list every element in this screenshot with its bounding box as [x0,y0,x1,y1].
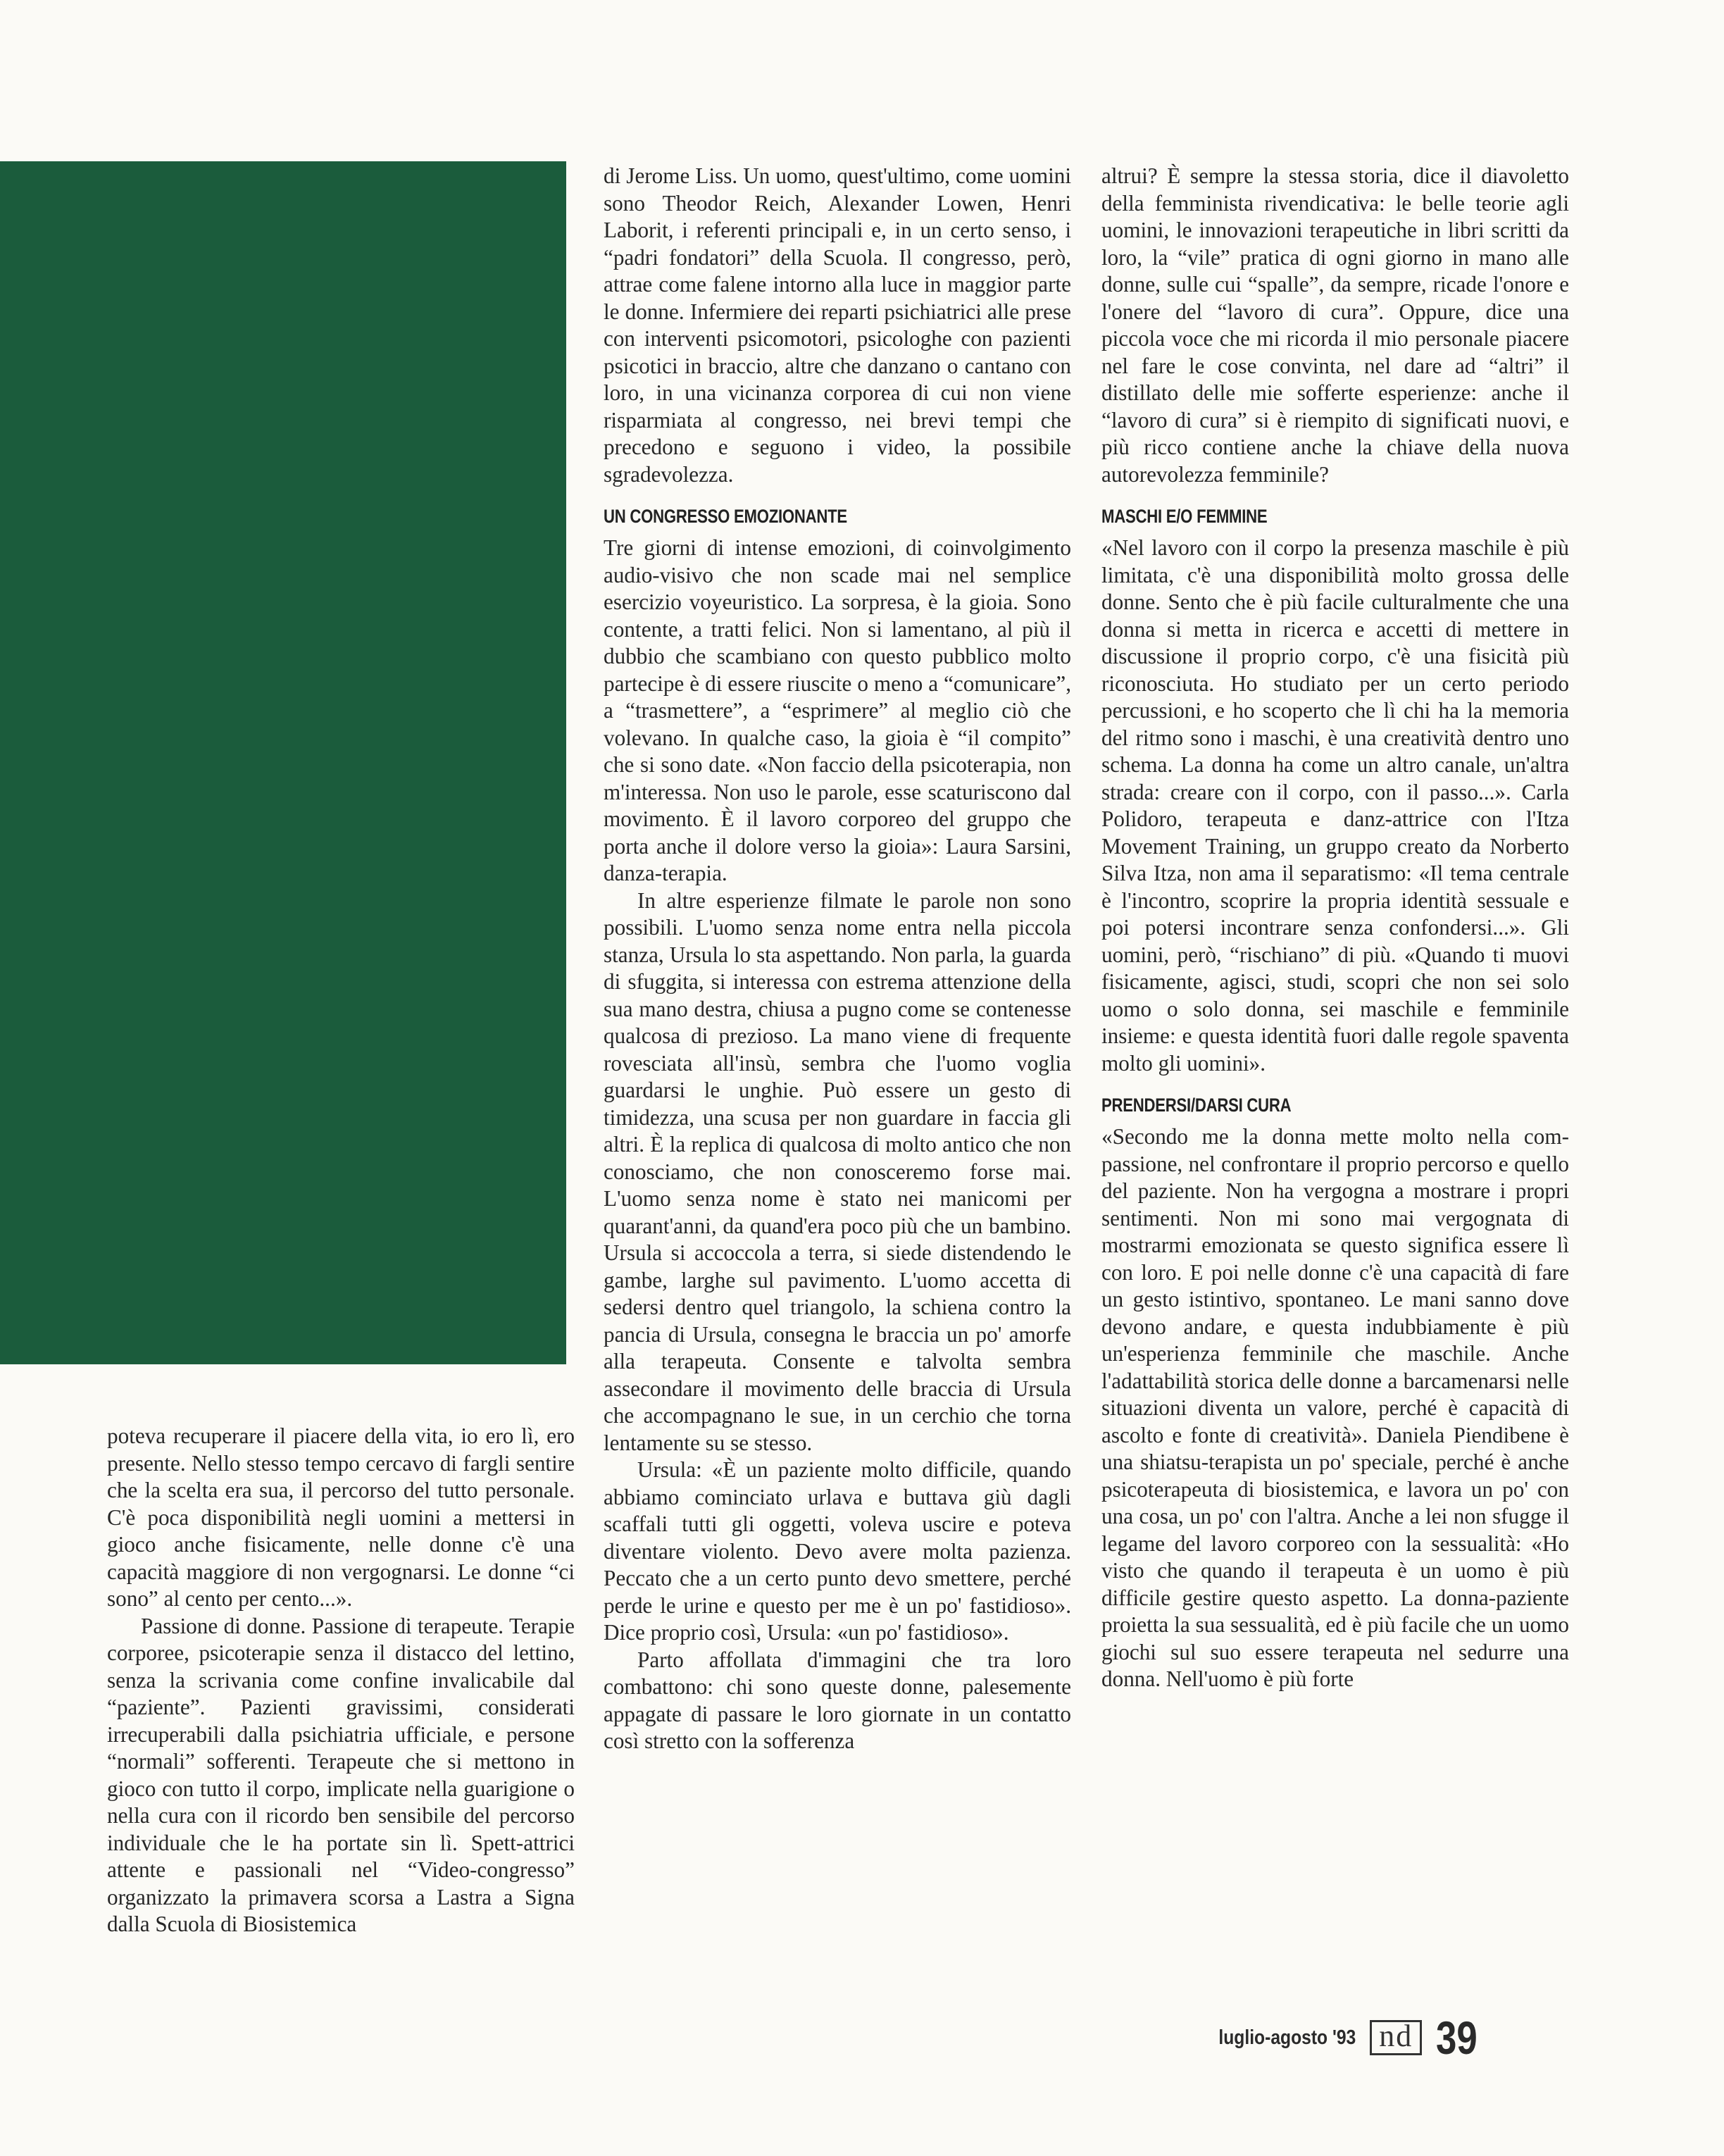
section-heading: MASCHI E/O FEMMINE [1101,506,1268,527]
paragraph: Passione di donne. Passione di terapeute. Terapie corporee, psicoterapie senza il distacco del lettino, senza la scrivania come confine invalicabile dal “paziente”. Pazienti gravissimi, considerati irrecuperabili dalla psichiatria ufficiale, e persone “normali” sofferenti. Terapeute che si mettono in gioco con tutto il corpo, implicate nella guarigione o nella cura con il ricordo ben sensibile del percorso individuale che le ha portate sin lì. Spett-attrici attente e passionali nel “Video-congresso” organizzato la primavera scorsa a Lastra a Signa dalla Scuola di Biosistemica [107,1613,575,1936]
paragraph: «Nel lavoro con il corpo la presenza maschile è più limitata, c'è una disponibilità molto grossa delle donne. Sento che è più facile culturalmente che una donna si metta in ricerca e accetti di mettere in discussione il proprio corpo, c'è una fisicità più riconosciuta. Ho studiato per un certo periodo percussioni, e ho scoperto che lì chi ha la memoria del ritmo sono i maschi, è una creatività dentro uno schema. La donna ha come un altro canale, un'altra strada: creare con il corpo, con il passo...». Carla Polidoro, terapeuta e danz-attrice con l'Itza Movement Training, un gruppo creato da Norberto Silva Itza, non ama il separatismo: «Il tema centrale è l'incontro, scoprire la propria identità sessuale e poi potersi incontrare senza confondersi...». Gli uomini, però, “rischiano” di più. «Quando ti muovi fisicamente, agisci, studi, scopri che non sei solo uomo o solo donna, sei maschile e femminile insieme: e questa identità fuori dalle regole spaventa molto gli uomini». [1101,535,1569,1076]
page-number: 39 [1436,2012,1478,2064]
text-column-2 [604,163,1071,1755]
paragraph: di Jerome Liss. Un uomo, quest'ultimo, come uomini sono Theodor Reich, Alexander Lowen, Henri Laborit, i referenti principali e, in un certo senso, i “padri fondatori” della Scuola. Il congresso, però, attrae come falene intorno alla luce in maggior parte le donne. Infermiere dei reparti psichiatrici alle prese con interventi psicomotori, psicologhe con pazienti psicotici in braccio, altre che danzano o cantano con loro, in una vicinanza corporea di cui non viene risparmiata al congresso, nei brevi tempi che precedono e seguono i video, la possibile sgradevolezza. [604,163,1071,487]
paragraph: poteva recuperare il piacere della vita, io ero lì, ero presente. Nello stesso tempo cercavo di fargli sentire che la scelta era sua, il percorso del tutto personale. C'è poca disponibilità negli uomini a mettersi in gioco anche fisicamente, nelle donne c'è una capacità maggiore di non vergognarsi. Le donne “ci sono” al cento per cento...». [107,1423,575,1611]
green-photo-panel [0,161,566,1364]
section-heading: UN CONGRESSO EMOZIONANTE [604,506,847,527]
text-column-3 [1101,163,1569,1693]
paragraph: «Secondo me la donna mette molto nella com-passione, nel confrontare il proprio percorso e quello del paziente. Non ha vergogna a mostrare i propri sentimenti. Non mi sono mai vergognata di mostrarmi emozionata se questo significa essere lì con loro. E poi nelle donne c'è una capacità di fare un gesto istintivo, spontaneo. Le mani sanno dove devono andare, e questa indubbiamente è più un'esperienza femminile che maschile. Anche l'adattabilità storica delle donne a barcamenarsi nelle situazioni diventa un valore, perché è capacità di ascolto e fonte di creatività». Daniela Piendibene è una shiatsu-terapista un po' speciale, perché è anche psicoterapeuta di biosistemica, e lavora un po' con una cosa, un po' con l'altra. Anche a lei non sfugge il legame del lavoro corporeo con la sessualità: «Ho visto che quando il terapeuta è un uomo è più difficile gestire questo aspetto. La donna-paziente proietta la sua sessualità, ed è più facile che un uomo giochi sul suo essere terapeuta nel sedurre una donna. Nell'uomo è più forte [1101,1124,1569,1691]
page-footer [1194,2011,1488,2064]
paragraph: altrui? È sempre la stessa storia, dice il diavoletto della femminista rivendicativa: le belle teorie agli uomini, le innovazioni terapeutiche in libri scritti da loro, la “vile” pratica di ogni giorno in mano alle donne, sulle cui “spalle”, da sempre, ricade l'onore e l'onere del “lavoro di cura”. Oppure, dice una piccola voce che mi ricorda il mio personale piacere nel fare le cose convinta, nel dare ad “altri” il distillato delle mie sofferte esperienze: anche il “lavoro di cura” si è riempito di significati nuovi, e più ricco contiene anche la chiave della nuova autorevolezza femminile? [1101,163,1569,487]
paragraph: Ursula: «È un paziente molto difficile, quando abbiamo cominciato urlava e buttava giù dagli scaffali tutti gli oggetti, voleva uscire e poteva diventare violento. Devo avere molta pazienza. Peccato che a un certo punto devo smettere, perché perde le urine e questo per me è un po' fastidioso». Dice proprio così, Ursula: «un po' fastidioso». [604,1457,1071,1645]
section-heading: PRENDERSI/DARSI CURA [1101,1095,1292,1116]
issue-date: luglio-agosto '93 [1218,2026,1356,2049]
text-column-1 [107,1423,575,1938]
magazine-logo: nd [1370,2020,1422,2055]
paragraph: Parto affollata d'immagini che tra loro combattono: chi sono queste donne, palesemente appagate di passare le loro giornate in un contatto così stretto con la sofferenza [604,1647,1071,1753]
paragraph: In altre esperienze filmate le parole non sono possibili. L'uomo senza nome entra nella piccola stanza, Ursula lo sta aspettando. Non parla, la guarda di sfuggita, si interessa con estrema attenzione della sua mano destra, chiusa a pugno come se contenesse qualcosa di prezioso. La mano viene di frequente rovesciata all'insù, sembra che l'uomo voglia guardarsi le unghie. Può essere un gesto di timidezza, una scusa per non guardare in faccia gli altri. È la replica di qualcosa di molto antico che non conosciamo, che non conosceremo forse mai. L'uomo senza nome è stato nei manicomi per quarant'anni, da quand'era poco più che un bambino. Ursula si accoccola a terra, si siede distendendo le gambe, larghe sul pavimento. L'uomo accetta di sedersi dentro quel triangolo, la schiena contro la pancia di Ursula, consegna le braccia un po' amorfe alla terapeuta. Consente e talvolta sembra assecondare il movimento delle braccia di Ursula che accompagnano le sue, in un cerchio che torna lentamente su se stesso. [604,887,1071,1455]
paragraph: Tre giorni di intense emozioni, di coinvolgimento audio-visivo che non scade mai nel semplice esercizio voyeuristico. La sorpresa, è la gioia. Sono contente, a tratti felici. Non si lamentano, al più il dubbio che scambiano con questo pubblico molto partecipe è di essere riuscite o meno a “comunicare”, a “trasmettere”, a “esprimere” al meglio ciò che volevano. In qualche caso, la gioia è “il compito” che si sono date. «Non faccio della psicoterapia, non m'interessa. Non uso le parole, esse scaturiscono dal movimento. È il lavoro corporeo del gruppo che porta anche il dolore verso la gioia»: Laura Sarsini, danza-terapia. [604,535,1071,885]
